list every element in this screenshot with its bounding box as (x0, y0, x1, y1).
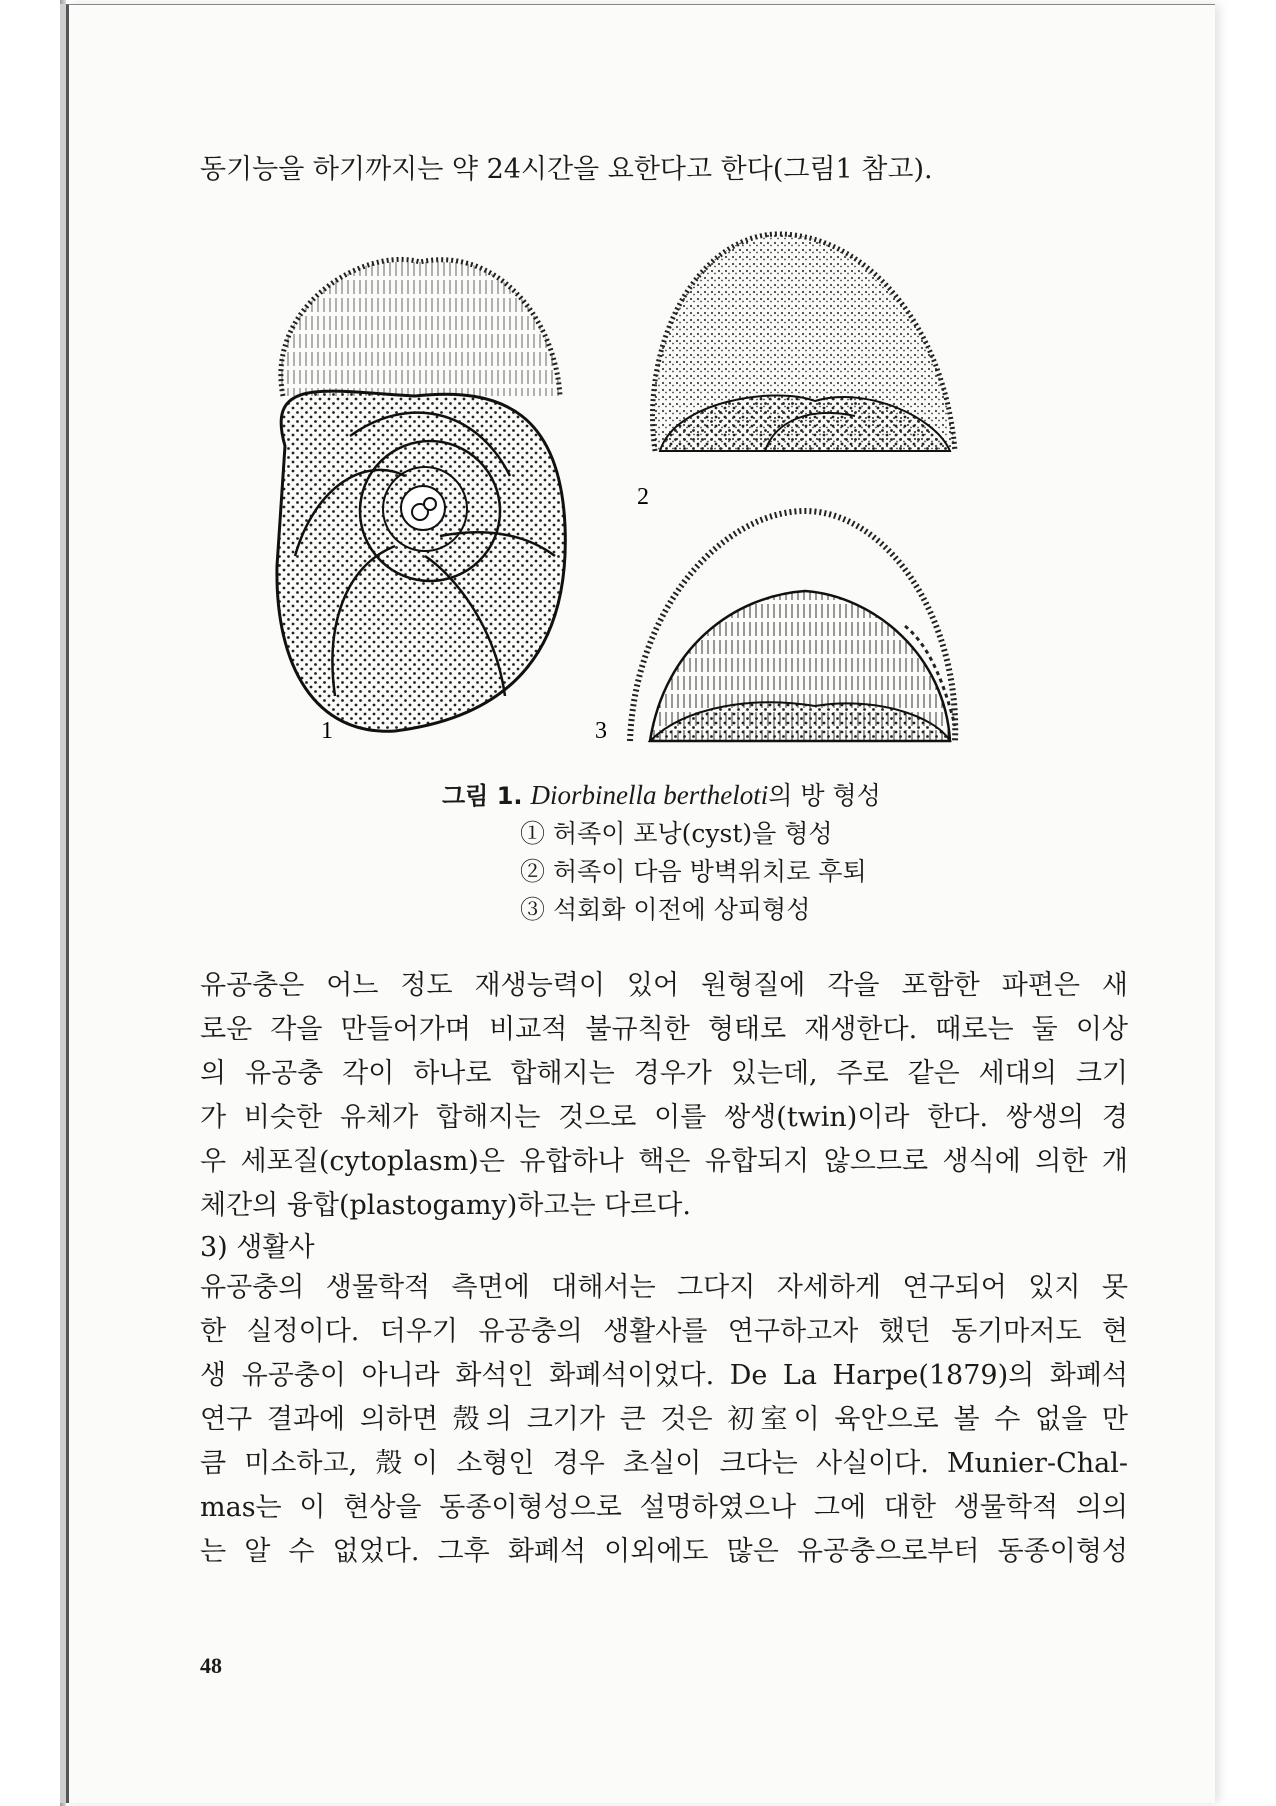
para1-line-5: 우 세포질(cytoplasm)은 유합하나 핵은 유합되지 않으므로 생식에 의한 개 (200, 1146, 1128, 1177)
caption-item-3: ③ 석회화 이전에 상피형성 (520, 895, 811, 924)
panel-label-1: 1 (321, 718, 333, 744)
figure-caption (442, 776, 1002, 929)
foraminifera-illustration (255, 226, 975, 748)
para1-line-1: 유공충은 어느 정도 재생능력이 있어 원형질에 각을 포함한 파편은 새 (200, 970, 1128, 1001)
para2-line-4: 연구 결과에 의하면 殼의 크기가 큰 것은 初室이 육안으로 볼 수 없을 만 (200, 1404, 1128, 1435)
panel-label-3: 3 (595, 718, 607, 744)
panel-2-drawing (653, 234, 955, 451)
para1-line-4: 가 비슷한 유체가 합해지는 것으로 이를 쌍생(twin)이라 한다. 쌍생의 경 (200, 1102, 1128, 1133)
panel-3-drawing (630, 511, 955, 741)
para2-line-6: mas는 이 현상을 동종이형성으로 설명하였으나 그에 대한 생물학적 의의 (200, 1492, 1128, 1523)
page-number: 48 (200, 1653, 222, 1678)
caption-species: Diorbinella bertheloti (530, 780, 769, 810)
para1-line-6: 체간의 융합(plastogamy)하고는 다르다. (200, 1190, 691, 1221)
para1-line-2: 로운 각을 만들어가며 비교적 불규칙한 형태로 재생한다. 때로는 둘 이상 (200, 1014, 1128, 1045)
caption-suffix: 의 방 형성 (768, 781, 881, 810)
intro-line: 동기능을 하기까지는 약 24시간을 요한다고 한다(그림1 참고). (200, 154, 933, 185)
caption-item-1: ① 허족이 포낭(cyst)을 형성 (520, 819, 833, 848)
para2-line-2: 한 실정이다. 더우기 유공충의 생활사를 연구하고자 했던 동기마저도 현 (200, 1316, 1128, 1347)
para2-line-3: 생 유공충이 아니라 화석인 화폐석이었다. De La Harpe(1879)의 화폐석 (200, 1360, 1128, 1391)
para1-line-3: 의 유공충 각이 하나로 합해지는 경우가 있는데, 주로 같은 세대의 크기 (200, 1058, 1128, 1089)
caption-prefix: 그림 1. (442, 782, 523, 810)
para2-line-5: 큼 미소하고, 殼이 소형인 경우 초실이 크다는 사실이다. Munier-Chal- (200, 1448, 1128, 1479)
section-heading: 3) 생활사 (200, 1232, 315, 1263)
panel-1-drawing (277, 259, 565, 731)
panel-label-2: 2 (637, 484, 649, 510)
para2-line-1: 유공충의 생물학적 측면에 대해서는 그다지 자세하게 연구되어 있지 못 (200, 1272, 1128, 1303)
foraminifera-figure (255, 226, 975, 748)
caption-item-2: ② 허족이 다음 방벽위치로 후퇴 (520, 857, 867, 886)
caption-title (442, 776, 1002, 815)
para2-line-7: 는 알 수 없었다. 그후 화폐석 이외에도 많은 유공충으로부터 동종이형성 (200, 1536, 1128, 1567)
